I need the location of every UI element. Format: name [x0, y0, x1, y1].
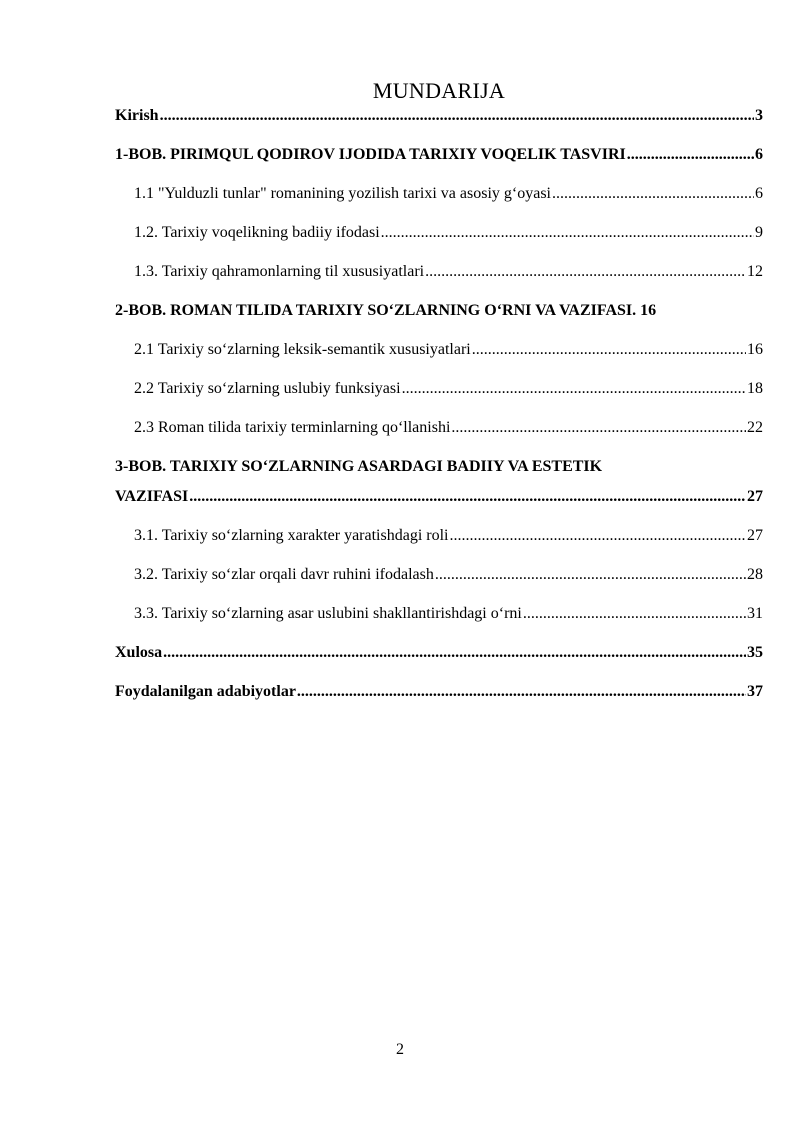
toc-entry-chapter-3[interactable] — [115, 454, 763, 523]
dot-leader — [472, 337, 746, 363]
dot-leader — [402, 376, 746, 402]
toc-entry-section-1-3[interactable] — [115, 259, 763, 298]
dot-leader — [160, 103, 754, 129]
toc-entry-section-2-3[interactable] — [115, 415, 763, 454]
toc-entry-text: 1.3. Tarixiy qahramonlarning til xususiyatlari — [134, 263, 425, 280]
toc-entry-chapter-2[interactable] — [115, 298, 763, 337]
toc-entry-text: 2.2 Tarixiy so‘zlarning uslubiy funksiyasi — [134, 380, 401, 397]
toc-entry-page: 35 — [747, 644, 763, 661]
dot-leader — [552, 181, 754, 207]
toc-entry-page: 22 — [747, 419, 763, 436]
toc-entry-references[interactable] — [115, 679, 763, 718]
toc-entry-line2 — [115, 484, 763, 523]
toc-entry-text-line1: 3-BOB. TARIXIY SO‘ZLARNING ASARDAGI BADIIY VA ESTETIK — [115, 458, 603, 475]
toc-entry-page: 12 — [747, 263, 763, 280]
toc-entry-text: 1.2. Tarixiy voqelikning badiiy ifodasi — [134, 224, 380, 241]
toc-entry-section-2-2[interactable] — [115, 376, 763, 415]
dot-leader — [523, 601, 746, 627]
dot-leader — [297, 679, 746, 705]
toc-entry-page: 18 — [747, 380, 763, 397]
toc-entry-section-1-1[interactable] — [115, 181, 763, 220]
toc-entry-page: 31 — [747, 605, 763, 622]
toc-entry-section-3-2[interactable] — [115, 562, 763, 601]
toc-entry-chapter-1[interactable] — [115, 142, 763, 181]
toc-entry-text: 2-BOB. ROMAN TILIDA TARIXIY SO‘ZLARNING O‘RNI VA VAZIFASI. — [115, 302, 637, 319]
dot-leader — [381, 220, 754, 246]
toc-entry-section-2-1[interactable] — [115, 337, 763, 376]
toc-entry-text: 1.1 "Yulduzli tunlar" romanining yozilish tarixi va asosiy g‘oyasi — [134, 185, 551, 202]
toc-entry-page: 3 — [755, 107, 763, 124]
toc-entry-text: 2.3 Roman tilida tarixiy terminlarning qo‘llanishi — [134, 419, 451, 436]
toc-entry-text: VAZIFASI — [115, 488, 189, 505]
toc-entry-section-3-1[interactable] — [115, 523, 763, 562]
toc-entry-text: 3.1. Tarixiy so‘zlarning xarakter yaratishdagi roli — [134, 527, 449, 544]
dot-leader — [627, 142, 754, 168]
dot-leader — [435, 562, 746, 588]
page-number: 2 — [396, 1041, 404, 1058]
toc-entry-text: 3.3. Tarixiy so‘zlarning asar uslubini shakllantirishdagi o‘rni — [134, 605, 522, 622]
toc-entry-page: 28 — [747, 566, 763, 583]
toc-entry-kirish[interactable] — [115, 103, 763, 142]
toc-entry-page: 16 — [640, 302, 657, 319]
toc-entry-page: 6 — [755, 146, 763, 163]
toc-title: MUNDARIJA — [372, 78, 506, 103]
toc-entry-text: Xulosa — [115, 644, 163, 661]
toc-entry-page: 6 — [755, 185, 763, 202]
toc-entry-page: 27 — [747, 527, 763, 544]
dot-leader — [449, 523, 746, 549]
toc-entry-text: Kirish — [115, 107, 159, 124]
toc-entry-text: Foydalanilgan adabiyotlar — [115, 683, 296, 700]
toc-entry-text: 3.2. Tarixiy so‘zlar orqali davr ruhini ifodalash — [134, 566, 434, 583]
toc-entry-section-1-2[interactable] — [115, 220, 763, 259]
dot-leader — [163, 640, 746, 666]
toc-entry-text: 2.1 Tarixiy so‘zlarning leksik-semantik xususiyatlari — [134, 341, 471, 358]
toc-entry-section-3-3[interactable] — [115, 601, 763, 640]
toc-entry-page: 37 — [747, 683, 763, 700]
toc-entry-text: 1-BOB. PIRIMQUL QODIROV IJODIDA TARIXIY VOQELIK TASVIRI — [115, 146, 626, 163]
dot-leader — [189, 484, 746, 510]
dot-leader — [451, 415, 746, 441]
toc-entry-page: 16 — [747, 341, 763, 358]
dot-leader — [425, 259, 746, 285]
toc-entry-page: 27 — [747, 488, 763, 505]
toc-entry-xulosa[interactable] — [115, 640, 763, 679]
table-of-contents — [115, 103, 763, 718]
toc-entry-page: 9 — [755, 224, 763, 241]
